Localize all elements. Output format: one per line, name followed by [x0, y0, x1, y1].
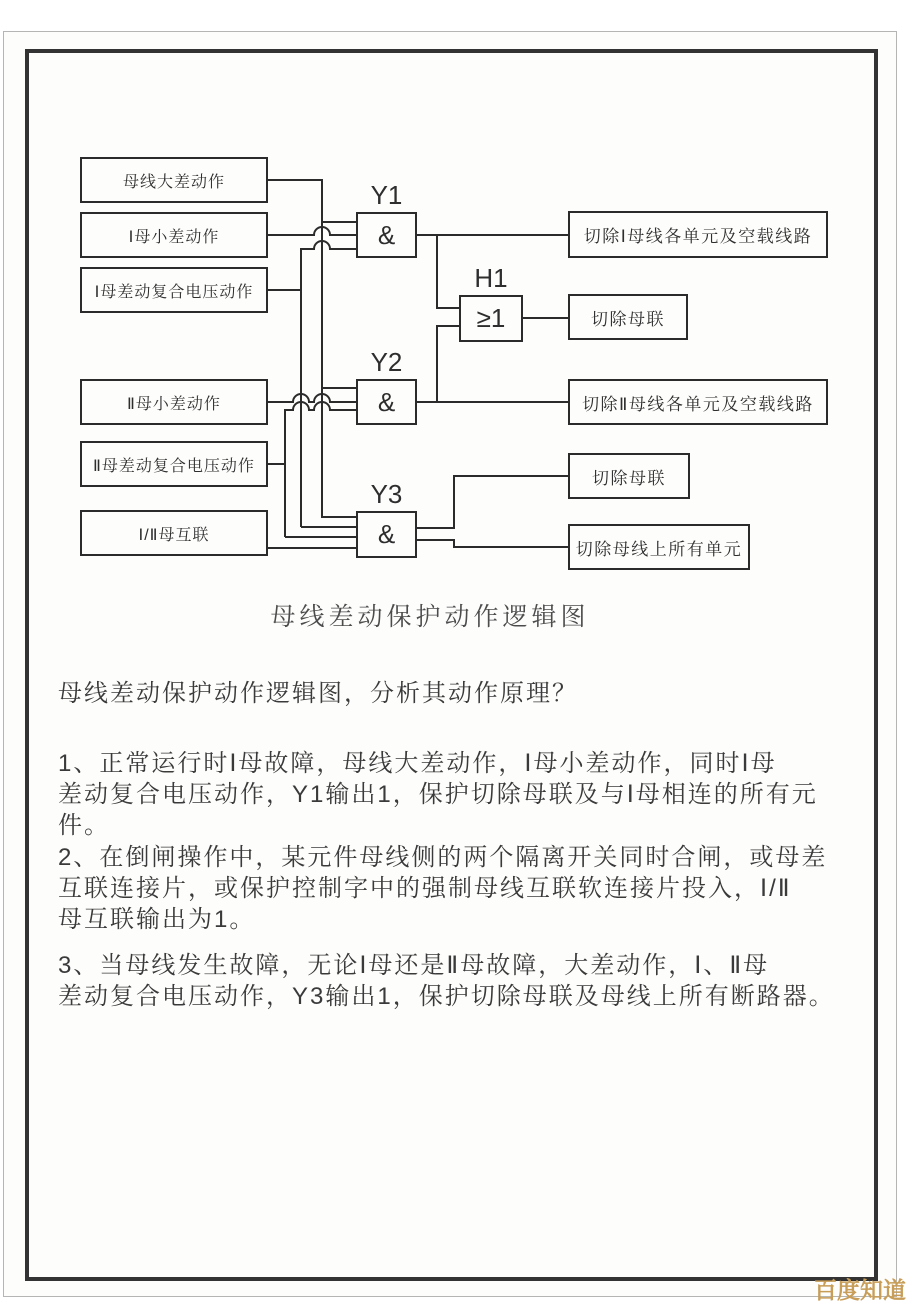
output-box-cut-bus1-units: 切除Ⅰ母线各单元及空载线路	[568, 211, 828, 258]
figure-caption: 母线差动保护动作逻辑图	[270, 604, 590, 631]
gate-label-y3: Y3	[370, 479, 403, 509]
output-box-cut-all-units: 切除母线上所有单元	[568, 524, 750, 570]
paragraph-line: 件。	[58, 812, 110, 839]
paragraph-line: 3、当母线发生故障，无论Ⅰ母还是Ⅱ母故障，大差动作，Ⅰ、Ⅱ母	[58, 952, 770, 979]
wire-bus2-smalldiff	[268, 394, 356, 402]
input-box-interlink: Ⅰ/Ⅱ母互联	[80, 510, 268, 556]
output-box-cut-bustie-2: 切除母联	[568, 453, 690, 499]
and-gate-y2: &	[356, 379, 417, 425]
gate-label-h1: H1	[474, 263, 508, 293]
wire-bus1-compvolt-trunk	[268, 241, 356, 527]
input-box-bus2-comp-voltage: Ⅱ母差动复合电压动作	[80, 441, 268, 487]
paragraph-line: 1、正常运行时Ⅰ母故障，母线大差动作，Ⅰ母小差动作，同时Ⅰ母	[58, 750, 777, 777]
input-box-bus2-small-diff: Ⅱ母小差动作	[80, 379, 268, 425]
paragraph-line: 差动复合电压动作，Y3输出1，保护切除母联及母线上所有断路器。	[58, 983, 835, 1010]
answer-paragraph-2	[58, 842, 852, 935]
paragraph-line: 母互联输出为1。	[58, 906, 256, 933]
paragraph-line: 差动复合电压动作，Y1输出1，保护切除母联及与Ⅰ母相连的所有元	[58, 781, 818, 808]
input-box-bus1-comp-voltage: Ⅰ母差动复合电压动作	[80, 267, 268, 313]
wire-bus1-smalldiff	[268, 227, 356, 235]
and-gate-y3: &	[356, 511, 417, 558]
gate-label-y2: Y2	[370, 347, 403, 377]
and-gate-y1: &	[356, 212, 417, 258]
paragraph-line: 互联连接片，或保护控制字中的强制母线互联软连接片投入，Ⅰ/Ⅱ	[58, 875, 792, 902]
output-box-cut-bustie-1: 切除母联	[568, 294, 688, 340]
answer-paragraph-1	[58, 748, 852, 841]
question-line: 母线差动保护动作逻辑图，分析其动作原理？	[58, 680, 578, 707]
wire-y3-out-a	[417, 476, 568, 528]
wire-large-diff-trunk	[268, 180, 356, 517]
wire-y3-out-b	[417, 540, 568, 547]
paragraph-line: 2、在倒闸操作中，某元件母线侧的两个隔离开关同时合闸，或母差	[58, 844, 828, 871]
answer-paragraph-3	[58, 950, 852, 1012]
input-box-bus-large-diff: 母线大差动作	[80, 157, 268, 203]
gate-label-y1: Y1	[370, 180, 403, 210]
input-box-bus1-small-diff: Ⅰ母小差动作	[80, 212, 268, 258]
baidu-zhidao-watermark: 百度知道	[814, 1277, 906, 1303]
or-gate-h1: ≥1	[459, 295, 523, 342]
output-box-cut-bus2-units: 切除Ⅱ母线各单元及空载线路	[568, 379, 828, 425]
